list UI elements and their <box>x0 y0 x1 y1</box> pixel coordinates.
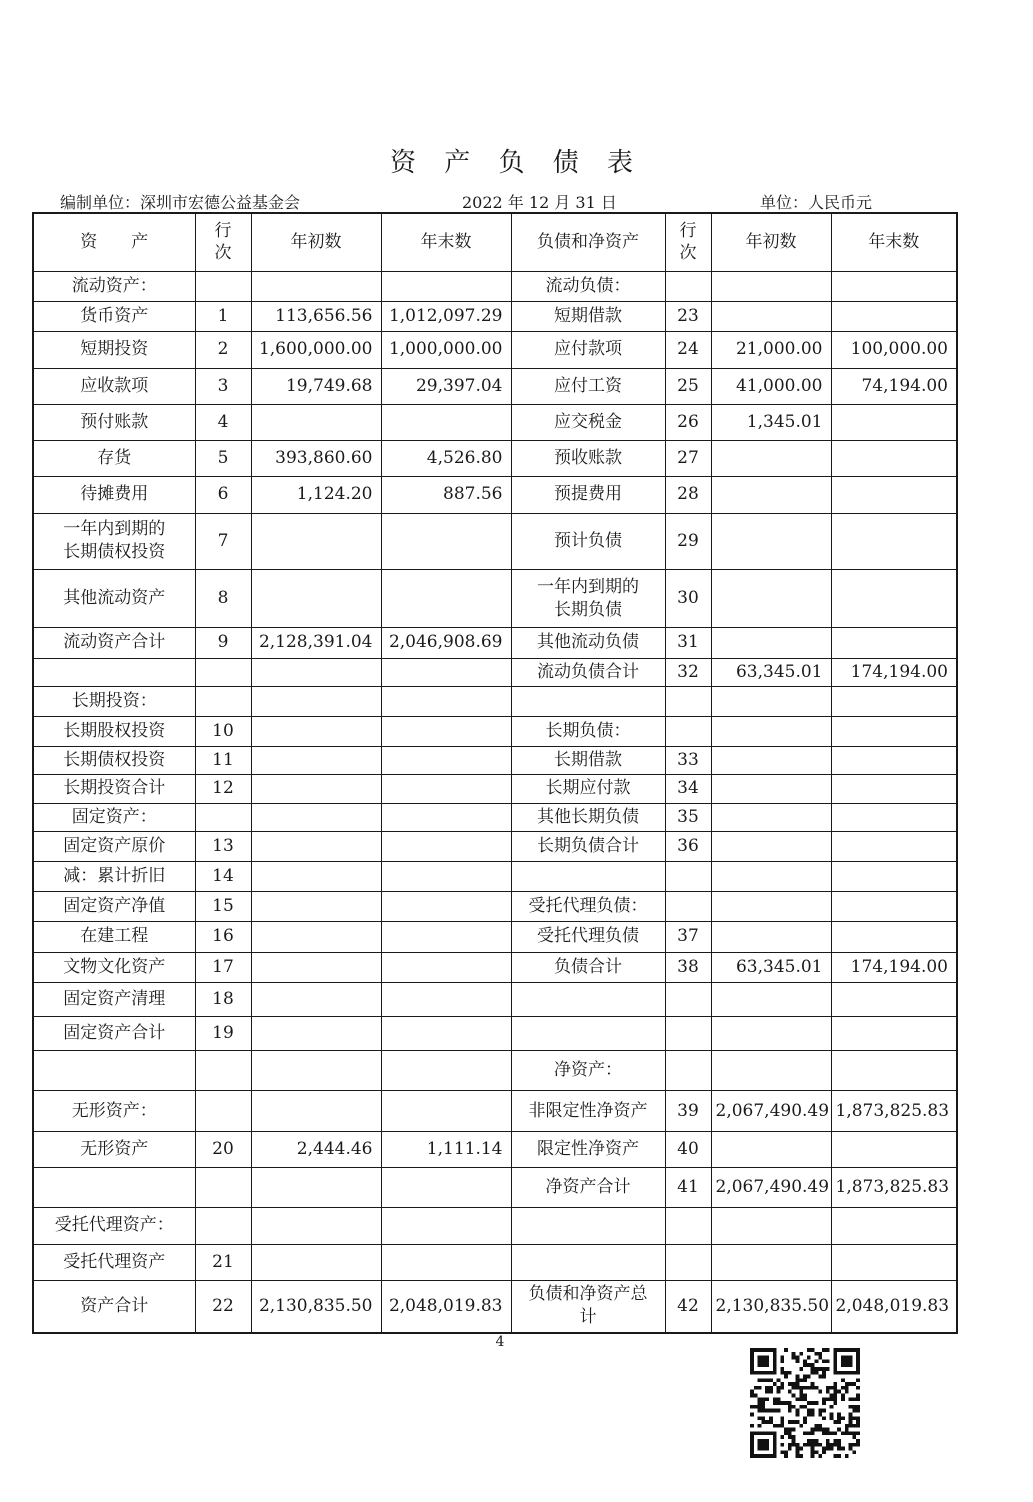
asset-begin-value <box>251 271 381 301</box>
liability-end-value <box>831 477 957 513</box>
liability-row-number: 27 <box>665 441 711 477</box>
liability-end-value: 174,194.00 <box>831 658 957 686</box>
asset-label: 长期投资： <box>33 686 195 716</box>
liability-row-number: 35 <box>665 803 711 831</box>
asset-begin-value: 1,600,000.00 <box>251 332 381 368</box>
header-end-balance-2: 年末数 <box>831 213 957 271</box>
liability-row-number: 24 <box>665 332 711 368</box>
liability-end-value <box>831 775 957 803</box>
header-begin-balance-2: 年初数 <box>711 213 831 271</box>
asset-end-value <box>381 775 511 803</box>
header-end-balance: 年末数 <box>381 213 511 271</box>
asset-end-value <box>381 1208 511 1244</box>
asset-end-value <box>381 716 511 746</box>
liability-row-number: 39 <box>665 1091 711 1131</box>
liability-begin-value <box>711 831 831 861</box>
asset-end-value: 1,000,000.00 <box>381 332 511 368</box>
liability-row-number: 38 <box>665 952 711 982</box>
asset-label: 受托代理资产： <box>33 1208 195 1244</box>
liability-label <box>511 1244 665 1280</box>
asset-begin-value <box>251 747 381 775</box>
table-row <box>33 368 957 404</box>
asset-begin-value <box>251 831 381 861</box>
liability-end-value: 1,873,825.83 <box>831 1091 957 1131</box>
liability-label: 短期借款 <box>511 302 665 332</box>
liability-begin-value <box>711 569 831 627</box>
asset-begin-value: 1,124.20 <box>251 477 381 513</box>
liability-row-number: 41 <box>665 1168 711 1208</box>
asset-begin-value <box>251 658 381 686</box>
asset-end-value <box>381 1091 511 1131</box>
asset-row-number: 5 <box>195 441 251 477</box>
table-row <box>33 477 957 513</box>
liability-begin-value <box>711 1244 831 1280</box>
asset-label: 固定资产合计 <box>33 1016 195 1050</box>
asset-row-number: 7 <box>195 513 251 569</box>
balance-sheet-table <box>32 212 958 1334</box>
liability-begin-value <box>711 1016 831 1050</box>
liability-row-number <box>665 892 711 922</box>
liability-row-number: 23 <box>665 302 711 332</box>
asset-end-value <box>381 861 511 891</box>
asset-label: 预付账款 <box>33 404 195 440</box>
liability-end-value <box>831 831 957 861</box>
liability-end-value <box>831 302 957 332</box>
liability-label: 其他长期负债 <box>511 803 665 831</box>
liability-row-number: 26 <box>665 404 711 440</box>
asset-end-value: 2,046,908.69 <box>381 628 511 658</box>
liability-begin-value <box>711 513 831 569</box>
asset-label: 应收款项 <box>33 368 195 404</box>
header-asset: 资 产 <box>33 213 195 271</box>
asset-row-number <box>195 1051 251 1091</box>
asset-end-value: 4,526.80 <box>381 441 511 477</box>
table-row <box>33 861 957 891</box>
asset-begin-value <box>251 922 381 952</box>
liability-label <box>511 982 665 1016</box>
liability-label: 预收账款 <box>511 441 665 477</box>
table-row <box>33 982 957 1016</box>
asset-label <box>33 1168 195 1208</box>
table-row <box>33 332 957 368</box>
asset-row-number <box>195 803 251 831</box>
asset-label: 短期投资 <box>33 332 195 368</box>
asset-end-value <box>381 404 511 440</box>
liability-label: 一年内到期的 长期负债 <box>511 569 665 627</box>
liability-row-number <box>665 982 711 1016</box>
table-row <box>33 1244 957 1280</box>
asset-end-value <box>381 513 511 569</box>
asset-row-number: 19 <box>195 1016 251 1050</box>
asset-end-value <box>381 658 511 686</box>
liability-end-value <box>831 922 957 952</box>
liability-label <box>511 1208 665 1244</box>
liability-row-number: 40 <box>665 1131 711 1167</box>
asset-label <box>33 658 195 686</box>
asset-row-number: 6 <box>195 477 251 513</box>
liability-begin-value <box>711 982 831 1016</box>
liability-end-value: 1,873,825.83 <box>831 1168 957 1208</box>
liability-begin-value: 1,345.01 <box>711 404 831 440</box>
liability-end-value <box>831 569 957 627</box>
asset-begin-value: 393,860.60 <box>251 441 381 477</box>
liability-row-number: 31 <box>665 628 711 658</box>
liability-begin-value <box>711 271 831 301</box>
table-row <box>33 831 957 861</box>
liability-end-value <box>831 686 957 716</box>
asset-label: 一年内到期的 长期债权投资 <box>33 513 195 569</box>
liability-row-number: 42 <box>665 1280 711 1333</box>
table-row <box>33 441 957 477</box>
liability-end-value <box>831 628 957 658</box>
liability-end-value: 74,194.00 <box>831 368 957 404</box>
asset-label: 固定资产清理 <box>33 982 195 1016</box>
asset-label: 在建工程 <box>33 922 195 952</box>
asset-row-number: 13 <box>195 831 251 861</box>
liability-row-number: 33 <box>665 747 711 775</box>
table-row <box>33 747 957 775</box>
asset-label: 存货 <box>33 441 195 477</box>
liability-begin-value <box>711 775 831 803</box>
liability-end-value <box>831 716 957 746</box>
liability-label: 预计负债 <box>511 513 665 569</box>
liability-end-value <box>831 982 957 1016</box>
liability-label: 预提费用 <box>511 477 665 513</box>
liability-row-number: 36 <box>665 831 711 861</box>
liability-row-number <box>665 1051 711 1091</box>
preparing-unit: 编制单位：深圳市宏德公益基金会 <box>60 193 301 212</box>
asset-begin-value <box>251 716 381 746</box>
asset-row-number: 15 <box>195 892 251 922</box>
liability-label: 流动负债合计 <box>511 658 665 686</box>
table-row <box>33 775 957 803</box>
asset-end-value <box>381 1051 511 1091</box>
asset-begin-value <box>251 1051 381 1091</box>
asset-begin-value: 2,444.46 <box>251 1131 381 1167</box>
asset-begin-value <box>251 1091 381 1131</box>
asset-begin-value <box>251 892 381 922</box>
asset-row-number: 12 <box>195 775 251 803</box>
table-row <box>33 922 957 952</box>
liability-row-number <box>665 686 711 716</box>
table-row <box>33 302 957 332</box>
liability-label: 负债合计 <box>511 952 665 982</box>
asset-end-value <box>381 831 511 861</box>
asset-begin-value <box>251 513 381 569</box>
asset-row-number: 10 <box>195 716 251 746</box>
asset-begin-value <box>251 861 381 891</box>
asset-end-value: 887.56 <box>381 477 511 513</box>
asset-label: 流动资产： <box>33 271 195 301</box>
asset-row-number <box>195 658 251 686</box>
liability-label: 长期应付款 <box>511 775 665 803</box>
table-row <box>33 1208 957 1244</box>
table-row <box>33 892 957 922</box>
liability-begin-value <box>711 803 831 831</box>
asset-end-value <box>381 271 511 301</box>
asset-row-number: 20 <box>195 1131 251 1167</box>
asset-row-number: 18 <box>195 982 251 1016</box>
asset-label: 流动资产合计 <box>33 628 195 658</box>
asset-end-value <box>381 1244 511 1280</box>
asset-end-value <box>381 803 511 831</box>
liability-begin-value <box>711 716 831 746</box>
asset-row-number: 11 <box>195 747 251 775</box>
table-row <box>33 1280 957 1333</box>
asset-begin-value <box>251 775 381 803</box>
liability-row-number: 28 <box>665 477 711 513</box>
asset-end-value <box>381 982 511 1016</box>
liability-label: 限定性净资产 <box>511 1131 665 1167</box>
asset-row-number: 14 <box>195 861 251 891</box>
asset-end-value: 1,111.14 <box>381 1131 511 1167</box>
asset-row-number: 17 <box>195 952 251 982</box>
liability-begin-value <box>711 477 831 513</box>
liability-row-number: 29 <box>665 513 711 569</box>
document-title: 资 产 负 债 表 <box>389 148 644 178</box>
asset-label: 长期股权投资 <box>33 716 195 746</box>
asset-begin-value <box>251 803 381 831</box>
liability-end-value <box>831 803 957 831</box>
table-row <box>33 404 957 440</box>
asset-label: 减：累计折旧 <box>33 861 195 891</box>
asset-label: 受托代理资产 <box>33 1244 195 1280</box>
liability-label: 应付款项 <box>511 332 665 368</box>
liability-begin-value: 63,345.01 <box>711 658 831 686</box>
liability-begin-value: 2,067,490.49 <box>711 1091 831 1131</box>
liability-label <box>511 686 665 716</box>
asset-begin-value <box>251 1016 381 1050</box>
liability-end-value <box>831 892 957 922</box>
asset-row-number: 2 <box>195 332 251 368</box>
liability-row-number <box>665 271 711 301</box>
asset-label: 固定资产原价 <box>33 831 195 861</box>
asset-row-number: 8 <box>195 569 251 627</box>
liability-begin-value: 2,130,835.50 <box>711 1280 831 1333</box>
asset-row-number: 9 <box>195 628 251 658</box>
header-liabilities: 负债和净资产 <box>511 213 665 271</box>
asset-label: 长期投资合计 <box>33 775 195 803</box>
asset-begin-value: 113,656.56 <box>251 302 381 332</box>
liability-label: 长期负债： <box>511 716 665 746</box>
header-row <box>33 213 957 271</box>
table-row <box>33 1051 957 1091</box>
asset-begin-value <box>251 686 381 716</box>
header-row-number-2: 行 次 <box>665 213 711 271</box>
table-row <box>33 716 957 746</box>
asset-row-number <box>195 271 251 301</box>
table-row <box>33 1016 957 1050</box>
qr-code-icon <box>750 1348 860 1458</box>
liability-label: 长期负债合计 <box>511 831 665 861</box>
liability-label: 净资产合计 <box>511 1168 665 1208</box>
liability-label: 非限定性净资产 <box>511 1091 665 1131</box>
asset-begin-value <box>251 569 381 627</box>
liability-end-value <box>831 1208 957 1244</box>
liability-row-number: 32 <box>665 658 711 686</box>
table-row <box>33 1131 957 1167</box>
liability-row-number <box>665 1208 711 1244</box>
table-row <box>33 271 957 301</box>
asset-label: 资产合计 <box>33 1280 195 1333</box>
liability-begin-value: 63,345.01 <box>711 952 831 982</box>
liability-end-value: 2,048,019.83 <box>831 1280 957 1333</box>
liability-end-value <box>831 404 957 440</box>
liability-end-value <box>831 1131 957 1167</box>
asset-row-number: 1 <box>195 302 251 332</box>
liability-row-number: 37 <box>665 922 711 952</box>
liability-label: 长期借款 <box>511 747 665 775</box>
liability-end-value: 100,000.00 <box>831 332 957 368</box>
asset-row-number: 21 <box>195 1244 251 1280</box>
asset-end-value <box>381 569 511 627</box>
liability-begin-value <box>711 892 831 922</box>
liability-end-value <box>831 1244 957 1280</box>
asset-end-value <box>381 747 511 775</box>
asset-label: 无形资产 <box>33 1131 195 1167</box>
asset-row-number <box>195 686 251 716</box>
asset-label: 固定资产： <box>33 803 195 831</box>
asset-label: 待摊费用 <box>33 477 195 513</box>
table-row <box>33 628 957 658</box>
liability-label <box>511 1016 665 1050</box>
liability-end-value <box>831 747 957 775</box>
table-row <box>33 952 957 982</box>
asset-end-value <box>381 1016 511 1050</box>
asset-end-value <box>381 952 511 982</box>
liability-row-number <box>665 1016 711 1050</box>
table-row <box>33 569 957 627</box>
liability-row-number <box>665 861 711 891</box>
asset-label <box>33 1051 195 1091</box>
asset-end-value: 29,397.04 <box>381 368 511 404</box>
asset-row-number: 3 <box>195 368 251 404</box>
liability-row-number <box>665 716 711 746</box>
header-begin-balance: 年初数 <box>251 213 381 271</box>
asset-begin-value: 2,130,835.50 <box>251 1280 381 1333</box>
asset-row-number: 22 <box>195 1280 251 1333</box>
asset-label: 货币资产 <box>33 302 195 332</box>
liability-label: 应付工资 <box>511 368 665 404</box>
liability-label: 流动负债： <box>511 271 665 301</box>
asset-row-number: 4 <box>195 404 251 440</box>
asset-begin-value <box>251 952 381 982</box>
asset-label: 文物文化资产 <box>33 952 195 982</box>
asset-end-value: 1,012,097.29 <box>381 302 511 332</box>
liability-begin-value <box>711 686 831 716</box>
asset-end-value <box>381 922 511 952</box>
liability-end-value <box>831 1051 957 1091</box>
asset-label: 其他流动资产 <box>33 569 195 627</box>
liability-label: 净资产： <box>511 1051 665 1091</box>
liability-begin-value <box>711 1208 831 1244</box>
asset-begin-value <box>251 1208 381 1244</box>
liability-begin-value <box>711 628 831 658</box>
liability-end-value <box>831 271 957 301</box>
liability-label: 受托代理负债 <box>511 922 665 952</box>
liability-row-number: 30 <box>665 569 711 627</box>
liability-row-number: 25 <box>665 368 711 404</box>
liability-begin-value <box>711 302 831 332</box>
liability-end-value <box>831 441 957 477</box>
asset-row-number: 16 <box>195 922 251 952</box>
asset-end-value <box>381 892 511 922</box>
liability-begin-value <box>711 441 831 477</box>
asset-end-value <box>381 686 511 716</box>
liability-begin-value <box>711 861 831 891</box>
liability-row-number <box>665 1244 711 1280</box>
asset-label: 长期债权投资 <box>33 747 195 775</box>
liability-row-number: 34 <box>665 775 711 803</box>
liability-end-value <box>831 513 957 569</box>
liability-begin-value <box>711 747 831 775</box>
currency-unit: 单位：人民币元 <box>760 193 873 212</box>
asset-begin-value <box>251 1168 381 1208</box>
asset-begin-value <box>251 1244 381 1280</box>
table-row <box>33 513 957 569</box>
table-row <box>33 1168 957 1208</box>
liability-label: 应交税金 <box>511 404 665 440</box>
table-row <box>33 1091 957 1131</box>
liability-end-value <box>831 1016 957 1050</box>
table-row <box>33 686 957 716</box>
asset-row-number <box>195 1091 251 1131</box>
liability-begin-value: 21,000.00 <box>711 332 831 368</box>
asset-begin-value <box>251 404 381 440</box>
asset-begin-value: 2,128,391.04 <box>251 628 381 658</box>
asset-row-number <box>195 1208 251 1244</box>
liability-end-value: 174,194.00 <box>831 952 957 982</box>
liability-label: 负债和净资产总 计 <box>511 1280 665 1333</box>
liability-label: 其他流动负债 <box>511 628 665 658</box>
header-row-number: 行 次 <box>195 213 251 271</box>
asset-end-value <box>381 1168 511 1208</box>
page-number: 4 <box>495 1334 505 1350</box>
liability-begin-value <box>711 922 831 952</box>
liability-end-value <box>831 861 957 891</box>
asset-begin-value <box>251 982 381 1016</box>
liability-begin-value: 41,000.00 <box>711 368 831 404</box>
asset-label: 固定资产净值 <box>33 892 195 922</box>
table-row <box>33 803 957 831</box>
report-date: 2022 年 12 月 31 日 <box>462 193 617 212</box>
asset-end-value: 2,048,019.83 <box>381 1280 511 1333</box>
liability-begin-value <box>711 1051 831 1091</box>
asset-label: 无形资产： <box>33 1091 195 1131</box>
liability-label: 受托代理负债： <box>511 892 665 922</box>
liability-label <box>511 861 665 891</box>
asset-row-number <box>195 1168 251 1208</box>
table-row <box>33 658 957 686</box>
liability-begin-value: 2,067,490.49 <box>711 1168 831 1208</box>
asset-begin-value: 19,749.68 <box>251 368 381 404</box>
liability-begin-value <box>711 1131 831 1167</box>
